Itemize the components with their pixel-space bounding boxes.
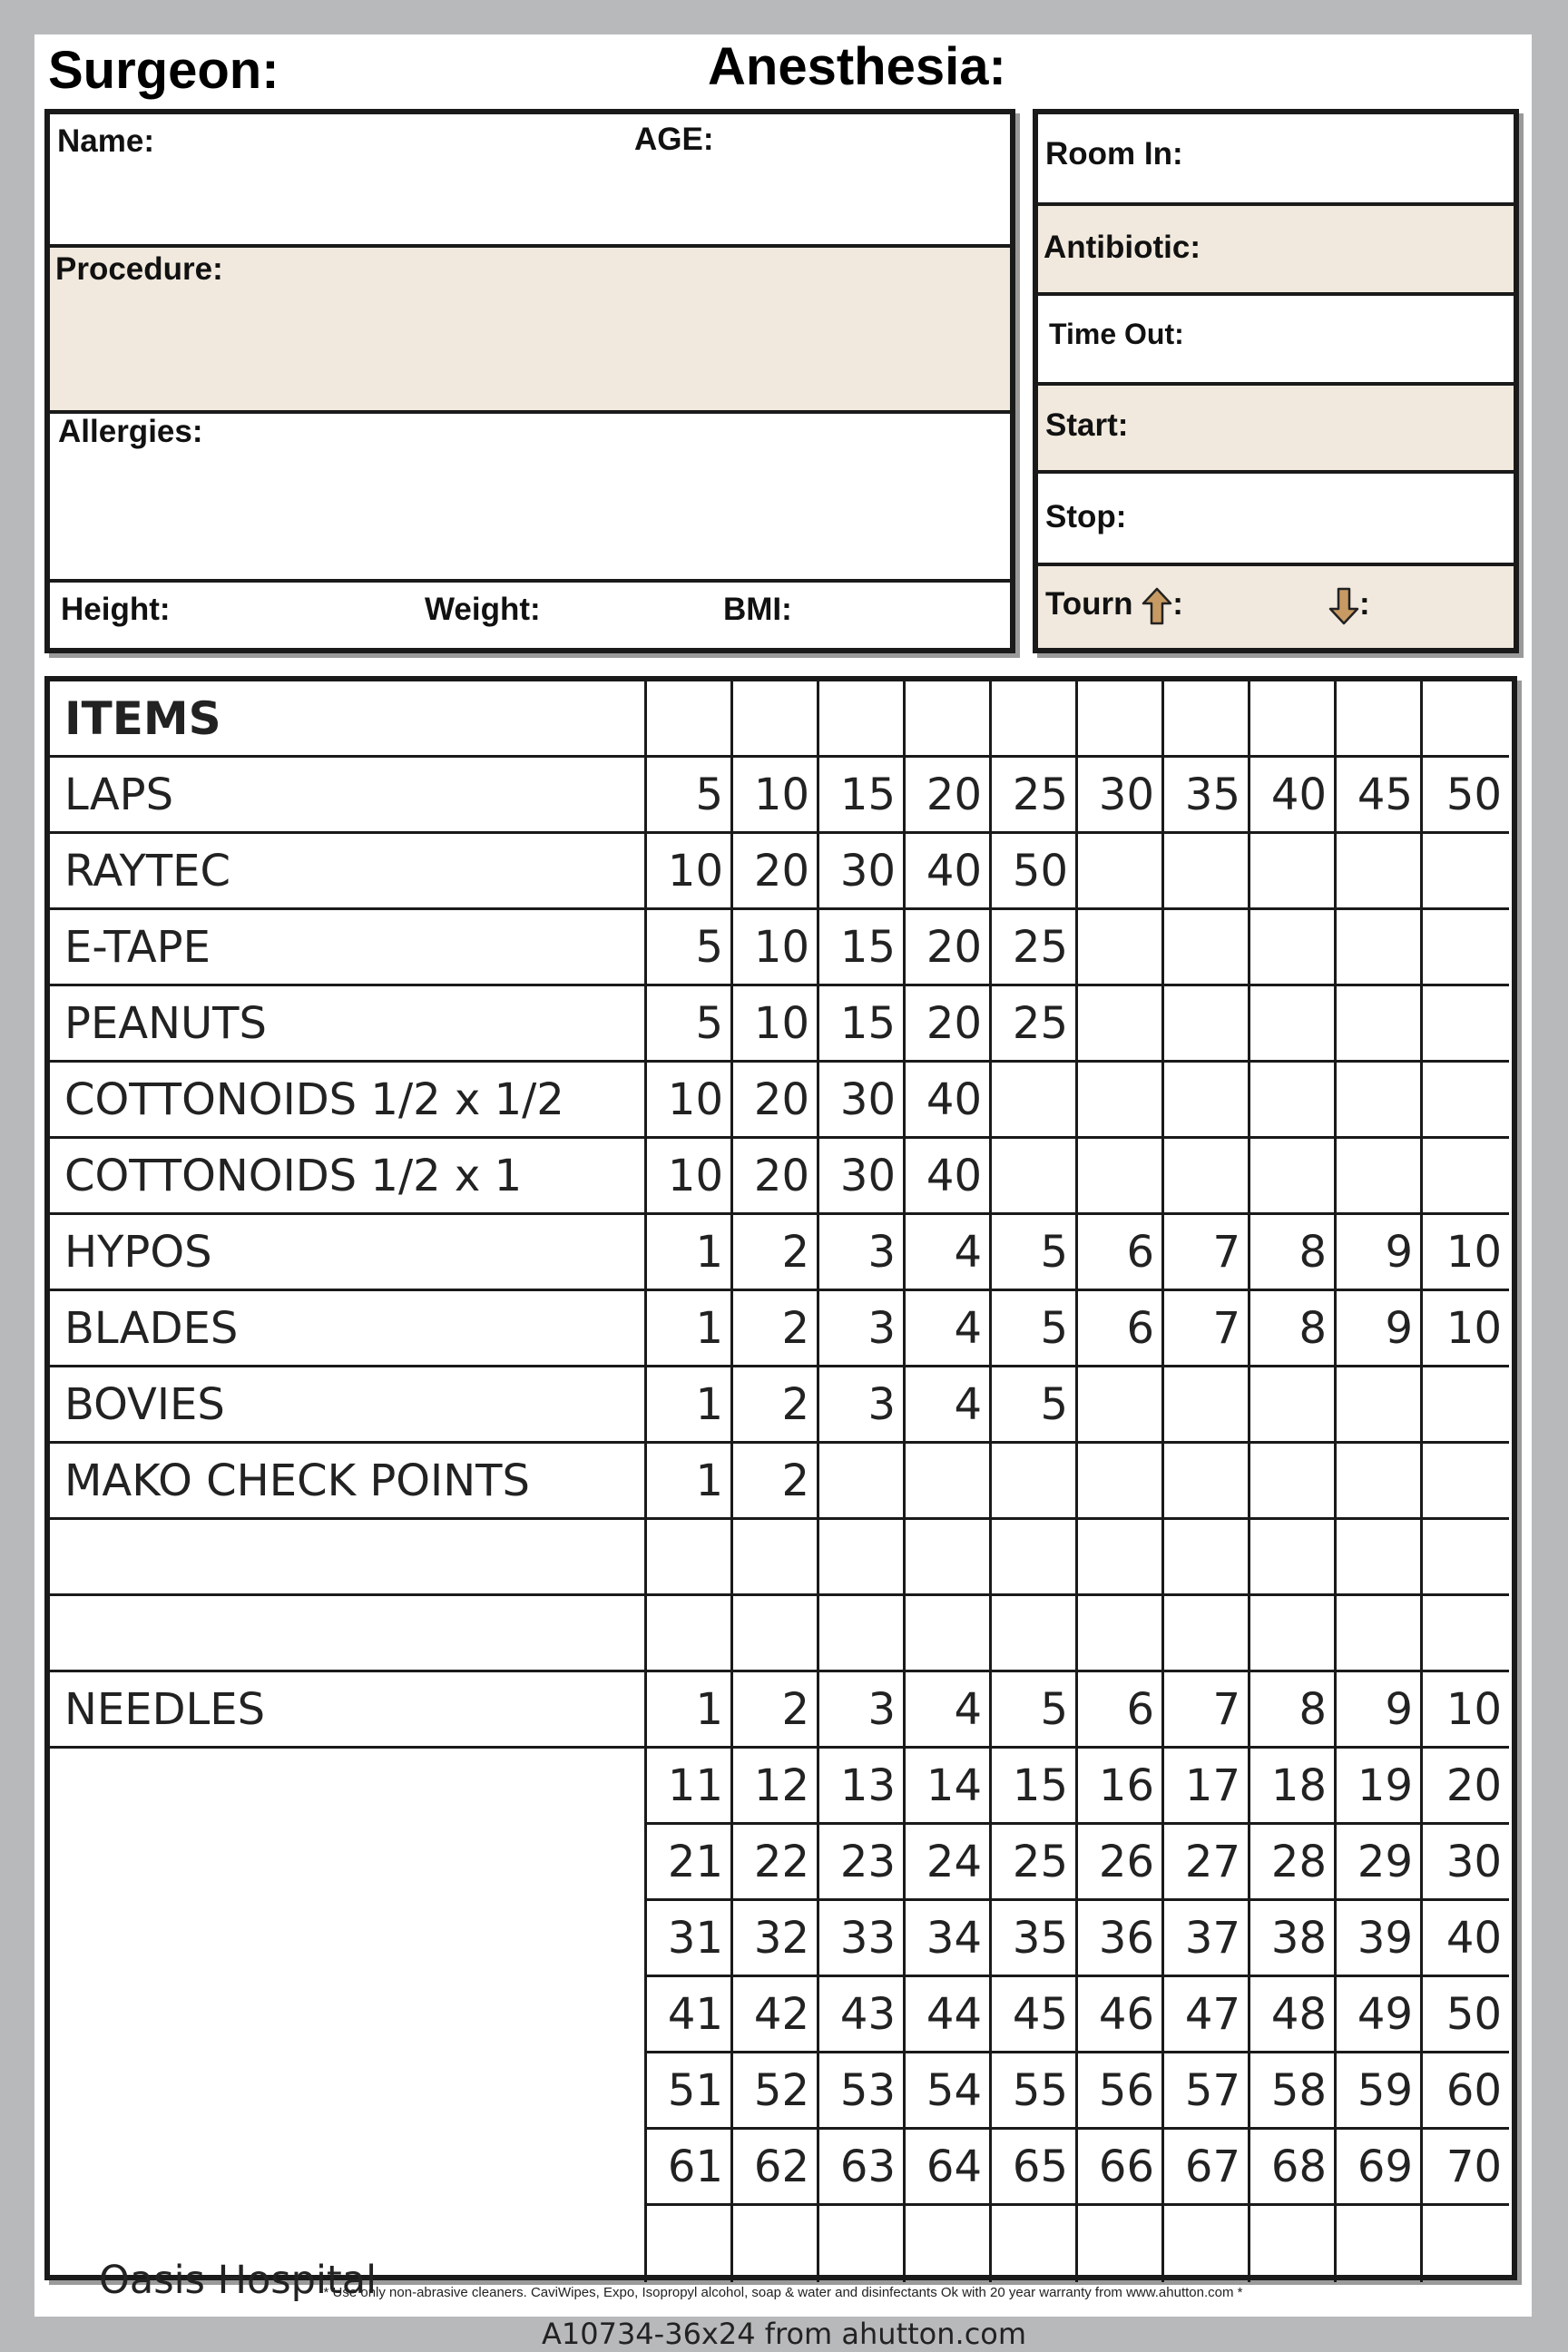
count-cell[interactable] [1078, 834, 1164, 910]
age-label: AGE: [634, 122, 714, 157]
stop-section[interactable] [1038, 470, 1514, 563]
count-cell[interactable]: 50 [992, 834, 1078, 910]
tourniquet-label [1045, 586, 1183, 625]
needle-count-cell[interactable]: 45 [992, 1977, 1078, 2053]
times-box [1033, 109, 1519, 653]
needle-count-cell[interactable]: 17 [1164, 1749, 1250, 1825]
header-count-cell[interactable] [1164, 681, 1250, 758]
needle-count-cell[interactable]: 53 [819, 2053, 906, 2130]
needle-count-cell[interactable]: 43 [819, 1977, 906, 2053]
name-label: Name: [57, 123, 154, 159]
allergies-label: Allergies: [58, 414, 203, 449]
count-cell[interactable] [1423, 834, 1509, 910]
needle-count-cell[interactable]: 68 [1250, 2130, 1337, 2206]
needle-count-cell[interactable]: 42 [733, 1977, 819, 2053]
count-cell[interactable]: 50 [1423, 758, 1509, 834]
count-cell[interactable]: 5 [992, 1672, 1078, 1749]
count-cell[interactable]: 35 [1164, 758, 1250, 834]
needle-count-cell[interactable]: 14 [906, 1749, 992, 1825]
count-cell[interactable]: 9 [1337, 1215, 1423, 1291]
item-name [50, 1596, 647, 1672]
needle-count-cell[interactable]: 34 [906, 1901, 992, 1977]
item-name: MAKO CHECK POINTS [50, 1444, 647, 1520]
count-cell[interactable] [1164, 910, 1250, 986]
needle-count-cell[interactable]: 18 [1250, 1749, 1337, 1825]
count-cell[interactable] [1337, 986, 1423, 1063]
count-cell[interactable]: 1 [647, 1672, 733, 1749]
count-cell[interactable]: 6 [1078, 1215, 1164, 1291]
count-cell[interactable] [1250, 910, 1337, 986]
item-name: BOVIES [50, 1367, 647, 1444]
item-name: BLADES [50, 1291, 647, 1367]
needle-count-cell[interactable]: 46 [1078, 1977, 1164, 2053]
item-name: COTTONOIDS 1/2 x 1 [50, 1139, 647, 1215]
needle-count-cell[interactable]: 12 [733, 1749, 819, 1825]
count-cell[interactable]: 1 [647, 1215, 733, 1291]
needle-count-cell[interactable]: 58 [1250, 2053, 1337, 2130]
count-cell[interactable]: 20 [733, 1063, 819, 1139]
count-cell[interactable]: 7 [1164, 1672, 1250, 1749]
needle-count-cell[interactable]: 64 [906, 2130, 992, 2206]
count-cell[interactable] [1078, 910, 1164, 986]
count-cell[interactable] [1250, 1139, 1337, 1215]
count-cell[interactable] [733, 1596, 819, 1672]
count-cell[interactable]: 40 [1250, 758, 1337, 834]
procedure-label: Procedure: [55, 251, 223, 287]
count-cell[interactable] [1423, 1063, 1509, 1139]
count-cell[interactable]: 3 [819, 1215, 906, 1291]
count-cell[interactable] [906, 1596, 992, 1672]
count-cell[interactable]: 2 [733, 1444, 819, 1520]
count-cell[interactable]: 7 [1164, 1215, 1250, 1291]
needle-continuation-blank [50, 1825, 647, 1901]
needle-count-cell[interactable]: 19 [1337, 1749, 1423, 1825]
needle-count-cell[interactable]: 15 [992, 1749, 1078, 1825]
count-cell[interactable] [1078, 986, 1164, 1063]
item-name: PEANUTS [50, 986, 647, 1063]
count-cell[interactable]: 8 [1250, 1672, 1337, 1749]
count-cell[interactable]: 4 [906, 1215, 992, 1291]
count-cell[interactable]: 40 [906, 834, 992, 910]
count-cell[interactable]: 2 [733, 1215, 819, 1291]
count-cell[interactable] [1423, 1139, 1509, 1215]
count-cell[interactable] [1164, 1596, 1250, 1672]
count-cell[interactable]: 8 [1250, 1291, 1337, 1367]
needle-count-cell[interactable]: 50 [1423, 1977, 1509, 2053]
needle-count-cell[interactable]: 13 [819, 1749, 906, 1825]
count-cell[interactable]: 25 [992, 986, 1078, 1063]
count-cell[interactable]: 10 [733, 986, 819, 1063]
item-name: E-TAPE [50, 910, 647, 986]
tourniquet-text: Tourn [1045, 586, 1133, 622]
count-cell[interactable] [1164, 1139, 1250, 1215]
needle-count-cell[interactable]: 63 [819, 2130, 906, 2206]
count-cell[interactable] [1337, 1444, 1423, 1520]
count-cell[interactable] [1164, 1520, 1250, 1596]
count-cell[interactable] [1164, 834, 1250, 910]
count-cell[interactable]: 30 [819, 1139, 906, 1215]
count-cell[interactable] [1078, 1520, 1164, 1596]
count-cell[interactable]: 10 [647, 1139, 733, 1215]
needle-count-cell[interactable]: 30 [1423, 1825, 1509, 1901]
count-cell[interactable] [1250, 834, 1337, 910]
count-cell[interactable]: 2 [733, 1672, 819, 1749]
count-cell[interactable] [819, 1520, 906, 1596]
count-cell[interactable]: 4 [906, 1291, 992, 1367]
needle-count-cell[interactable]: 52 [733, 2053, 819, 2130]
header-count-cell[interactable] [733, 681, 819, 758]
needle-count-cell[interactable] [647, 2206, 733, 2282]
needle-count-cell[interactable]: 65 [992, 2130, 1078, 2206]
count-cell[interactable]: 10 [647, 834, 733, 910]
needle-count-cell[interactable]: 16 [1078, 1749, 1164, 1825]
count-cell[interactable]: 10 [1423, 1672, 1509, 1749]
needle-count-cell[interactable]: 37 [1164, 1901, 1250, 1977]
room-in-label: Room In: [1045, 136, 1183, 172]
header-count-cell[interactable] [1078, 681, 1164, 758]
antibiotic-label: Antibiotic: [1044, 230, 1201, 265]
needle-count-cell[interactable]: 61 [647, 2130, 733, 2206]
count-cell[interactable] [1337, 1063, 1423, 1139]
count-cell[interactable]: 20 [733, 834, 819, 910]
needle-count-cell[interactable] [1337, 2206, 1423, 2282]
count-cell[interactable] [1337, 1367, 1423, 1444]
footer-product-code: A10734-36x24 from ahutton.com [541, 2317, 1027, 2351]
needle-count-cell[interactable]: 22 [733, 1825, 819, 1901]
needle-count-cell[interactable]: 60 [1423, 2053, 1509, 2130]
count-cell[interactable] [1164, 1444, 1250, 1520]
count-cell[interactable] [819, 1596, 906, 1672]
name-section[interactable] [50, 114, 1010, 244]
count-cell[interactable] [1078, 1444, 1164, 1520]
count-cell[interactable]: 45 [1337, 758, 1423, 834]
count-cell[interactable] [906, 1520, 992, 1596]
needle-count-cell[interactable] [906, 2206, 992, 2282]
count-cell[interactable] [906, 1444, 992, 1520]
count-cell[interactable] [1250, 986, 1337, 1063]
count-cell[interactable] [1250, 1063, 1337, 1139]
needle-count-cell[interactable]: 41 [647, 1977, 733, 2053]
count-cell[interactable]: 10 [647, 1063, 733, 1139]
count-cell[interactable]: 1 [647, 1291, 733, 1367]
header-count-cell[interactable] [819, 681, 906, 758]
needle-continuation-blank [50, 2130, 647, 2206]
room-in-section[interactable] [1038, 114, 1514, 202]
needle-count-cell[interactable]: 44 [906, 1977, 992, 2053]
start-label: Start: [1045, 407, 1129, 443]
needle-count-cell[interactable]: 66 [1078, 2130, 1164, 2206]
count-cell[interactable]: 30 [819, 834, 906, 910]
count-cell[interactable]: 3 [819, 1672, 906, 1749]
count-cell[interactable] [1423, 1367, 1509, 1444]
count-cell[interactable] [992, 1520, 1078, 1596]
count-cell[interactable] [733, 1520, 819, 1596]
needle-count-cell[interactable]: 32 [733, 1901, 819, 1977]
item-name: NEEDLES [50, 1672, 647, 1749]
needle-count-cell[interactable]: 48 [1250, 1977, 1337, 2053]
count-cell[interactable] [1250, 1444, 1337, 1520]
count-cell[interactable] [647, 1520, 733, 1596]
tourniquet-up-colon: : [1172, 586, 1183, 622]
needle-count-cell[interactable]: 59 [1337, 2053, 1423, 2130]
needle-count-cell[interactable]: 26 [1078, 1825, 1164, 1901]
needle-count-cell[interactable]: 49 [1337, 1977, 1423, 2053]
needle-count-cell[interactable]: 29 [1337, 1825, 1423, 1901]
count-cell[interactable]: 10 [733, 758, 819, 834]
item-name: LAPS [50, 758, 647, 834]
time-out-section[interactable] [1038, 292, 1514, 382]
count-cell[interactable]: 15 [819, 758, 906, 834]
count-cell[interactable] [1423, 1596, 1509, 1672]
needle-count-cell[interactable] [1423, 2206, 1509, 2282]
count-cell[interactable]: 5 [647, 986, 733, 1063]
count-cell[interactable]: 15 [819, 910, 906, 986]
needle-continuation-blank [50, 1977, 647, 2053]
count-cell[interactable]: 5 [992, 1367, 1078, 1444]
count-cell[interactable]: 20 [733, 1139, 819, 1215]
height-label: Height: [61, 592, 171, 627]
count-cell[interactable]: 7 [1164, 1291, 1250, 1367]
count-cell[interactable] [1337, 834, 1423, 910]
needle-count-cell[interactable] [1078, 2206, 1164, 2282]
needle-count-cell[interactable]: 28 [1250, 1825, 1337, 1901]
count-cell[interactable] [1164, 1367, 1250, 1444]
needle-count-cell[interactable]: 11 [647, 1749, 733, 1825]
whiteboard [34, 34, 1532, 2317]
needle-count-cell[interactable] [1250, 2206, 1337, 2282]
hospital-name: Oasis Hospital [99, 2258, 377, 2303]
bmi-label: BMI: [723, 592, 792, 627]
count-cell[interactable]: 10 [1423, 1215, 1509, 1291]
count-cell[interactable] [1078, 1139, 1164, 1215]
arrow-down-icon [1328, 587, 1359, 625]
count-cell[interactable] [992, 1444, 1078, 1520]
count-cell[interactable]: 40 [906, 1139, 992, 1215]
count-cell[interactable]: 3 [819, 1367, 906, 1444]
needle-count-cell[interactable]: 23 [819, 1825, 906, 1901]
measurements-section[interactable] [50, 579, 1010, 648]
count-cell[interactable]: 5 [992, 1291, 1078, 1367]
count-cell[interactable] [1250, 1367, 1337, 1444]
tourniquet-down-colon: : [1359, 586, 1370, 622]
count-cell[interactable] [1164, 1063, 1250, 1139]
count-cell[interactable]: 20 [906, 910, 992, 986]
count-cell[interactable]: 10 [1423, 1291, 1509, 1367]
count-cell[interactable]: 20 [906, 758, 992, 834]
count-cell[interactable]: 5 [647, 758, 733, 834]
anesthesia-label: Anesthesia: [708, 37, 1006, 96]
count-cell[interactable]: 25 [992, 910, 1078, 986]
needle-count-cell[interactable]: 62 [733, 2130, 819, 2206]
count-cell[interactable] [647, 1596, 733, 1672]
count-cell[interactable] [992, 1063, 1078, 1139]
count-cell[interactable]: 15 [819, 986, 906, 1063]
count-cell[interactable] [1337, 1520, 1423, 1596]
header-count-cell[interactable] [1423, 681, 1509, 758]
needle-count-cell[interactable]: 36 [1078, 1901, 1164, 1977]
patient-info-box [44, 109, 1015, 653]
count-cell[interactable]: 6 [1078, 1291, 1164, 1367]
item-name [50, 1520, 647, 1596]
count-cell[interactable]: 10 [733, 910, 819, 986]
needle-continuation-blank [50, 1901, 647, 1977]
count-cell[interactable] [1337, 1139, 1423, 1215]
count-cell[interactable] [819, 1444, 906, 1520]
tourniquet-section[interactable] [1038, 563, 1514, 648]
needle-count-cell[interactable]: 55 [992, 2053, 1078, 2130]
count-cell[interactable]: 20 [906, 986, 992, 1063]
needle-count-cell[interactable]: 56 [1078, 2053, 1164, 2130]
count-cell[interactable] [1337, 1596, 1423, 1672]
count-cell[interactable]: 4 [906, 1367, 992, 1444]
count-cell[interactable]: 4 [906, 1672, 992, 1749]
needle-count-cell[interactable]: 31 [647, 1901, 733, 1977]
needle-count-cell[interactable]: 20 [1423, 1749, 1509, 1825]
needle-count-cell[interactable]: 33 [819, 1901, 906, 1977]
count-cell[interactable] [1337, 910, 1423, 986]
needle-count-cell[interactable]: 39 [1337, 1901, 1423, 1977]
cleaning-disclaimer: * Use only non-abrasive cleaners. CaviWipes, Expo, Isopropyl alcohol, soap & water and disinfectants Ok with 20 year warranty from www.ahutton.com * [323, 2285, 1243, 2300]
header-count-cell[interactable] [1250, 681, 1337, 758]
count-cell[interactable]: 2 [733, 1367, 819, 1444]
allergies-section[interactable] [50, 410, 1010, 579]
antibiotic-section[interactable] [1038, 202, 1514, 292]
procedure-section[interactable] [50, 244, 1010, 410]
needle-count-cell[interactable] [819, 2206, 906, 2282]
needle-count-cell[interactable]: 25 [992, 1825, 1078, 1901]
stop-label: Stop: [1045, 499, 1127, 534]
needle-count-cell[interactable]: 70 [1423, 2130, 1509, 2206]
count-cell[interactable]: 25 [992, 758, 1078, 834]
needle-count-cell[interactable]: 40 [1423, 1901, 1509, 1977]
tourniquet-down-label [1328, 586, 1370, 625]
surgeon-label: Surgeon: [48, 41, 279, 100]
needle-count-cell[interactable] [733, 2206, 819, 2282]
needle-count-cell[interactable]: 24 [906, 1825, 992, 1901]
count-cell[interactable] [1078, 1596, 1164, 1672]
needle-count-cell[interactable]: 51 [647, 2053, 733, 2130]
count-cell[interactable]: 9 [1337, 1672, 1423, 1749]
count-cell[interactable] [1423, 986, 1509, 1063]
items-header: ITEMS [50, 681, 647, 758]
needle-count-cell[interactable]: 21 [647, 1825, 733, 1901]
header-count-cell[interactable] [647, 681, 733, 758]
needle-count-cell[interactable]: 57 [1164, 2053, 1250, 2130]
count-cell[interactable]: 5 [647, 910, 733, 986]
count-cell[interactable] [1423, 1520, 1509, 1596]
needle-count-cell[interactable]: 35 [992, 1901, 1078, 1977]
count-cell[interactable]: 5 [992, 1215, 1078, 1291]
count-cell[interactable]: 2 [733, 1291, 819, 1367]
count-cell[interactable]: 1 [647, 1367, 733, 1444]
item-name: RAYTEC [50, 834, 647, 910]
count-cell[interactable] [1164, 986, 1250, 1063]
needle-count-cell[interactable]: 38 [1250, 1901, 1337, 1977]
count-cell[interactable]: 8 [1250, 1215, 1337, 1291]
time-out-label: Time Out: [1049, 318, 1184, 350]
needle-count-cell[interactable]: 67 [1164, 2130, 1250, 2206]
count-cell[interactable] [1423, 1444, 1509, 1520]
count-cell[interactable]: 9 [1337, 1291, 1423, 1367]
start-section[interactable] [1038, 382, 1514, 470]
needle-count-cell[interactable]: 47 [1164, 1977, 1250, 2053]
needle-continuation-blank [50, 1749, 647, 1825]
count-cell[interactable] [1250, 1596, 1337, 1672]
header-count-cell[interactable] [906, 681, 992, 758]
count-cell[interactable]: 30 [1078, 758, 1164, 834]
count-cell[interactable]: 30 [819, 1063, 906, 1139]
needle-continuation-blank [50, 2053, 647, 2130]
count-cell[interactable] [1423, 910, 1509, 986]
item-name: HYPOS [50, 1215, 647, 1291]
needle-count-cell[interactable]: 27 [1164, 1825, 1250, 1901]
count-cell[interactable] [1078, 1367, 1164, 1444]
count-cell[interactable] [992, 1596, 1078, 1672]
count-cell[interactable] [992, 1139, 1078, 1215]
item-name: COTTONOIDS 1/2 x 1/2 [50, 1063, 647, 1139]
needle-count-cell[interactable] [1164, 2206, 1250, 2282]
items-count-grid [44, 676, 1517, 2280]
count-cell[interactable]: 3 [819, 1291, 906, 1367]
count-cell[interactable] [1250, 1520, 1337, 1596]
count-cell[interactable]: 6 [1078, 1672, 1164, 1749]
header-count-cell[interactable] [992, 681, 1078, 758]
header-count-cell[interactable] [1337, 681, 1423, 758]
count-cell[interactable]: 40 [906, 1063, 992, 1139]
count-cell[interactable]: 1 [647, 1444, 733, 1520]
needle-count-cell[interactable]: 54 [906, 2053, 992, 2130]
count-cell[interactable] [1078, 1063, 1164, 1139]
arrow-up-icon [1142, 587, 1172, 625]
weight-label: Weight: [425, 592, 541, 627]
needle-count-cell[interactable]: 69 [1337, 2130, 1423, 2206]
needle-count-cell[interactable] [992, 2206, 1078, 2282]
